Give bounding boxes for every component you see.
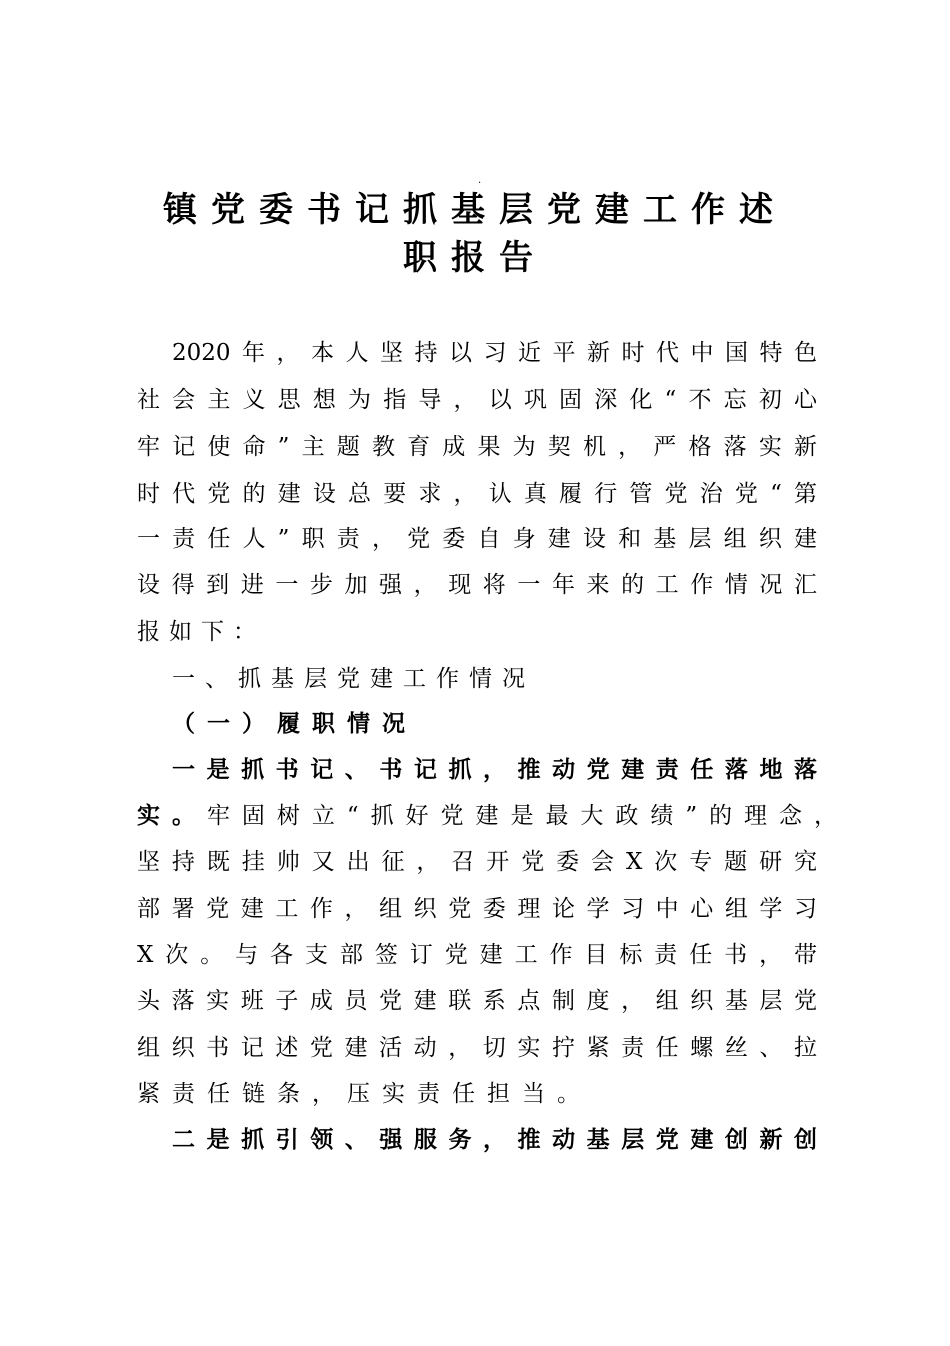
point1-line-6: 头落实班子成员党建联系点制度，组织基层党	[137, 988, 817, 1014]
intro-line-5: 一责任人”职责，党委自身建设和基层组织建	[137, 526, 817, 552]
section-heading: 一、抓基层党建工作情况	[172, 666, 535, 692]
page-marker-dot: .	[478, 175, 482, 186]
point1-line-8: 紧责任链条，压实责任担当。	[137, 1081, 592, 1107]
intro-line-1: 2020年，本人坚持以习近平新时代中国特色	[172, 340, 817, 366]
point1-line-7: 组织书记述党建活动，切实拧紧责任螺丝、拉	[137, 1035, 817, 1061]
point1-line-3: 坚持既挂帅又出征，召开党委会X次专题研究	[137, 849, 817, 875]
document-title-line-2: 职报告	[403, 238, 547, 278]
point1-line-4: 部署党建工作，组织党委理论学习中心组学习	[137, 896, 817, 922]
point1-line-5: X次。与各支部签订党建工作目标责任书，带	[137, 942, 817, 968]
intro-line-6: 设得到进一步加强，现将一年来的工作情况汇	[137, 572, 817, 598]
intro-line-7: 报如下：	[137, 619, 265, 645]
document-title-line-1: 镇党委书记抓基层党建工作述	[163, 190, 787, 230]
intro-line-4: 时代党的建设总要求，认真履行管党治党“第	[137, 481, 817, 507]
point1-line-2	[137, 801, 837, 831]
point2-lead-line-1: 二是抓引领、强服务，推动基层党建创新创	[172, 1126, 817, 1153]
subsection-heading: （一）履职情况	[172, 710, 417, 737]
intro-line-2: 社会主义思想为指导，以巩固深化“不忘初心	[137, 387, 817, 413]
point1-lead-line-1: 一是抓书记、书记抓，推动党建责任落地落	[172, 756, 817, 783]
intro-line-3: 牢记使命”主题教育成果为契机，严格落实新	[137, 434, 817, 460]
point1-lead-end: 实。	[137, 802, 207, 829]
point1-line-2-text: 牢固树立“抓好党建是最大政绩”的理念，	[206, 803, 837, 829]
